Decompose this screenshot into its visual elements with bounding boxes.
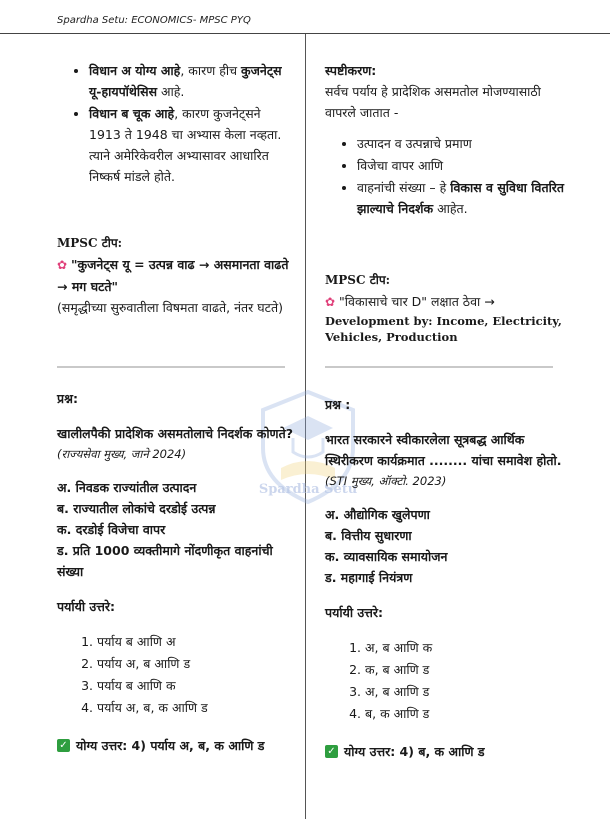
watermark-text: Spardha Setu — [258, 482, 358, 497]
list-item: • विजेचा वापर आणि — [357, 155, 565, 176]
question-label: प्रश्न: — [57, 391, 78, 406]
option-item: 4. ब, क आणि ड — [365, 703, 565, 725]
page-header: Spardha Setu: ECONOMICS- MPSC PYQ — [57, 15, 251, 26]
answer-line — [57, 735, 293, 756]
options-list — [325, 637, 565, 725]
statement: ड. महागाई नियंत्रण — [325, 570, 413, 585]
option-item: 3. पर्याय ब आणि क — [97, 675, 293, 697]
explanation-heading: स्पष्टीकरण: — [325, 63, 377, 78]
option-item: 2. क, ब आणि ड — [365, 659, 565, 681]
brain-icon: ✿ — [325, 295, 336, 309]
brain-icon: ✿ — [57, 258, 68, 272]
statement: ब. राज्यातील लोकांचे दरडोई उत्पन्न — [57, 501, 216, 516]
answer-text: योग्य उत्तर: 4) पर्याय अ, ब, क आणि ड — [76, 738, 265, 753]
question-text: खालीलपैकी प्रादेशिक असमतोलाचे निदर्शक कोणते? — [57, 426, 293, 441]
statement-list — [325, 504, 565, 588]
list-item: • विधान अ योग्य आहे, कारण हीच कुजनेट्स यू-हायपॉथेसिस आहे. — [89, 60, 293, 102]
right-tip — [325, 270, 565, 345]
statement: क. दरडोई विजेचा वापर — [57, 522, 166, 537]
tip-title: MPSC टीप: — [325, 273, 391, 287]
option-item: 2. पर्याय अ, ब आणि ड — [97, 653, 293, 675]
right-bullet-list — [325, 133, 565, 219]
section-divider — [325, 366, 553, 368]
tip-title: MPSC टीप: — [57, 236, 123, 250]
left-tip — [57, 233, 293, 318]
statement-list — [57, 477, 293, 582]
option-item: 1. अ, ब आणि क — [365, 637, 565, 659]
question-label: प्रश्न : — [325, 397, 351, 412]
checkmark-icon: ✓ — [325, 745, 338, 758]
options-list — [57, 631, 293, 719]
option-item: 4. पर्याय अ, ब, क आणि ड — [97, 697, 293, 719]
statement: क. व्यावसायिक समायोजन — [325, 549, 448, 564]
tip-statement: "कुजनेट्स यू = उत्पन्न वाढ → असमानता वाढते → मग घटते" — [57, 257, 289, 294]
checkmark-icon: ✓ — [57, 739, 70, 752]
list-item: • उत्पादन व उत्पन्नाचे प्रमाण — [357, 133, 565, 154]
option-item: 3. अ, ब आणि ड — [365, 681, 565, 703]
options-label: पर्यायी उत्तरे: — [57, 599, 116, 614]
right-explanation — [325, 60, 565, 220]
right-question-block — [325, 394, 565, 762]
tip-note: (समृद्धीच्या सुरुवातीला विषमता वाढते, नंतर घटते) — [57, 300, 283, 315]
question-source: (STI मुख्य, ऑक्टो. 2023) — [325, 474, 447, 488]
statement: अ. निवडक राज्यांतील उत्पादन — [57, 480, 197, 495]
answer-line — [325, 741, 565, 762]
question-text: भारत सरकारने स्वीकारलेला सूत्रबद्ध आर्थिक स्थिरीकरण कार्यक्रमात ........ यांचा समावेश होतो. — [325, 432, 562, 468]
explanation-intro: सर्वच पर्याय हे प्रादेशिक असमतोल मोजण्यासाठी वापरले जातात - — [325, 84, 541, 120]
options-label: पर्यायी उत्तरे: — [325, 605, 384, 620]
section-divider — [57, 366, 285, 368]
statement: ब. वित्तीय सुधारणा — [325, 528, 412, 543]
left-bullet-list — [57, 60, 293, 187]
left-question-block — [57, 388, 293, 756]
tip-english: Development by: Income, Electricity, Vehicles, Production — [325, 314, 562, 344]
statement: ड. प्रति 1000 व्यक्तीमागे नोंदणीकृत वाहनांची संख्या — [57, 543, 273, 579]
left-explanation — [57, 60, 293, 188]
tip-statement: "विकासाचे चार D" लक्षात ठेवा → — [339, 294, 495, 309]
statement: अ. औद्योगिक खुलेपणा — [325, 507, 430, 522]
option-item: 1. पर्याय ब आणि अ — [97, 631, 293, 653]
answer-text: योग्य उत्तर: 4) ब, क आणि ड — [344, 744, 485, 759]
list-item: • विधान ब चूक आहे, कारण कुजनेट्सने 1913 ते 1948 चा अभ्यास केला नव्हता. त्याने अमेरिकेवरील अभ्यासावर आधारित निष्कर्ष मांडले होते. — [89, 103, 293, 187]
list-item: • वाहनांची संख्या – हे विकास व सुविधा वितरित झाल्याचे निदर्शक आहेत. — [357, 177, 565, 219]
question-source: (राज्यसेवा मुख्य, जाने 2024) — [57, 447, 187, 461]
